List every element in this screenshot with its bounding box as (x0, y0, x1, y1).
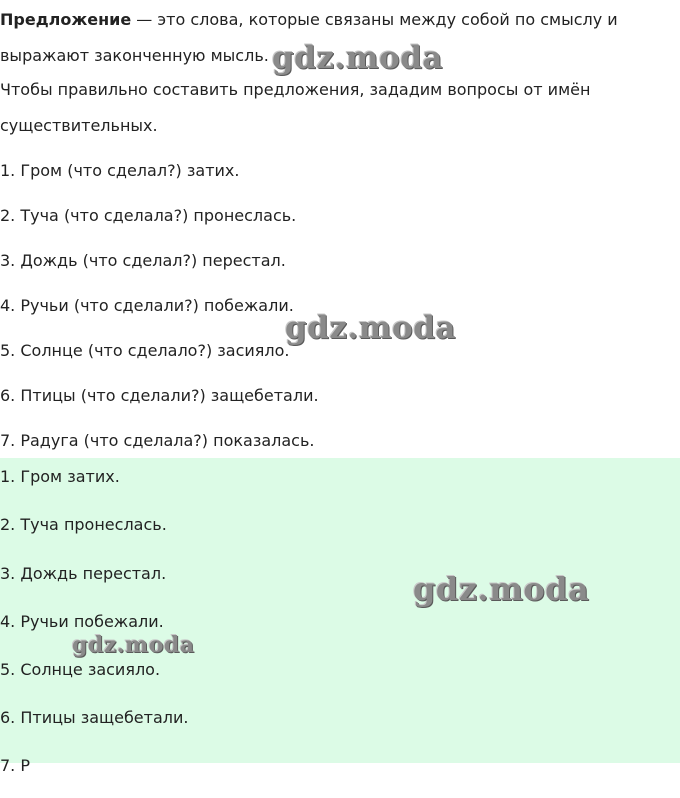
intro-paragraph: Чтобы правильно составить предложения, зададим вопросы от имён существительных. (0, 80, 591, 135)
answer-line: 3. Дождь перестал. (0, 564, 167, 583)
question-line: 5. Солнце (что сделало?) засияло. (0, 341, 290, 360)
question-line: 3. Дождь (что сделал?) перестал. (0, 251, 286, 270)
question-line: 2. Туча (что сделала?) пронеслась. (0, 206, 297, 225)
definition-text: — это слова, которые связаны между собой по смыслу и выражают законченную мысль. (0, 10, 618, 65)
question-line: 6. Птицы (что сделали?) защебетали. (0, 386, 319, 405)
question-line: 7. Радуга (что сделала?) показалась. (0, 431, 315, 450)
answer-line: 1. Гром затих. (0, 467, 120, 486)
answer-line: 5. Солнце засияло. (0, 660, 161, 679)
answer-line: 6. Птицы защебетали. (0, 708, 189, 727)
watermark-logo: gdz.moda (272, 40, 443, 76)
answer-line: 2. Туча пронеслась. (0, 515, 167, 534)
definition-term: Предложение (0, 10, 132, 29)
answer-box (0, 458, 680, 775)
answer-line: 7. Р (0, 756, 30, 775)
definition-paragraph (0, 2, 660, 74)
question-line: 4. Ручьи (что сделали?) побежали. (0, 296, 294, 315)
watermark-logo: gdz.moda (285, 310, 456, 346)
watermark-logo: gdz.moda (72, 632, 195, 658)
watermark-logo: gdz.moda (413, 570, 590, 608)
question-line: 1. Гром (что сделал?) затих. (0, 161, 240, 180)
answer-line: 4. Ручьи побежали. (0, 612, 164, 631)
